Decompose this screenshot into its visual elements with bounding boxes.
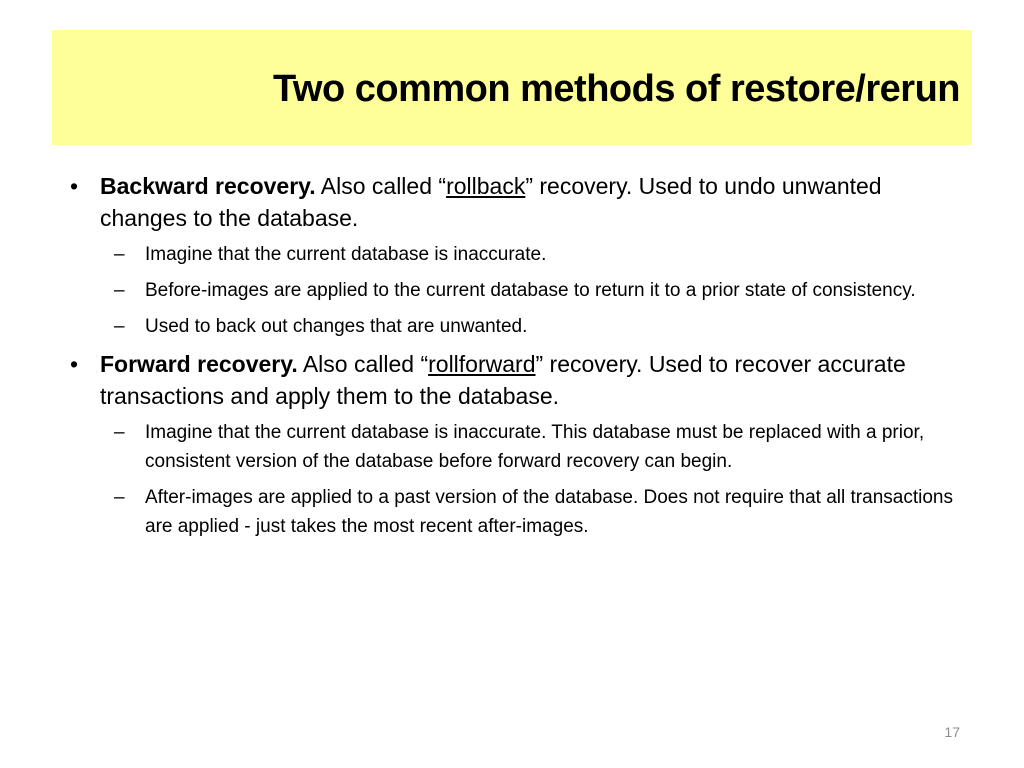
dash-icon: – (114, 487, 125, 508)
slide-content (70, 170, 970, 548)
subbullet-text: Before-images are applied to the current database to return it to a prior state of consistency. (145, 280, 916, 301)
bullet-lead: Backward recovery. (100, 173, 316, 199)
subbullet-text: Used to back out changes that are unwanted. (145, 316, 528, 337)
subbullet (100, 240, 970, 269)
subbullet (100, 483, 970, 541)
bullet-lead: Forward recovery. (100, 351, 298, 377)
subbullet (100, 418, 970, 476)
dash-icon: – (114, 280, 125, 301)
subbullet-text: Imagine that the current database is inaccurate. (145, 244, 547, 265)
bullet-icon: • (70, 351, 79, 377)
dash-icon: – (114, 422, 125, 443)
subbullet (100, 276, 970, 305)
slide-title-box (52, 30, 972, 145)
bullet-icon: • (70, 173, 79, 199)
bullet-text-pre: Also called “ (315, 173, 447, 199)
bullet-text-pre: Also called “ (297, 351, 429, 377)
bullet-term: rollforward (428, 351, 536, 377)
subbullet-text: After-images are applied to a past version of the database. Does not require that all transactions are applied - just takes the most recent after-images. (145, 487, 953, 537)
bullet-text-post: ” recovery. Used to undo unwanted changes to the database. (100, 173, 882, 231)
subbullet (100, 312, 970, 341)
dash-icon: – (114, 316, 125, 337)
page-number: 17 (944, 724, 960, 740)
bullet-forward-recovery (70, 348, 970, 412)
bullet-text-post: ” recovery. Used to recover accurate transactions and apply them to the database. (100, 351, 906, 409)
bullet-term: rollback (446, 173, 526, 199)
bullet-backward-recovery (70, 170, 970, 234)
slide-title: Two common methods of restore/rerun (273, 68, 960, 110)
dash-icon: – (114, 244, 125, 265)
subbullet-text: Imagine that the current database is inaccurate. This database must be replaced with a prior, consistent version of the database before forward recovery can begin. (145, 422, 925, 472)
